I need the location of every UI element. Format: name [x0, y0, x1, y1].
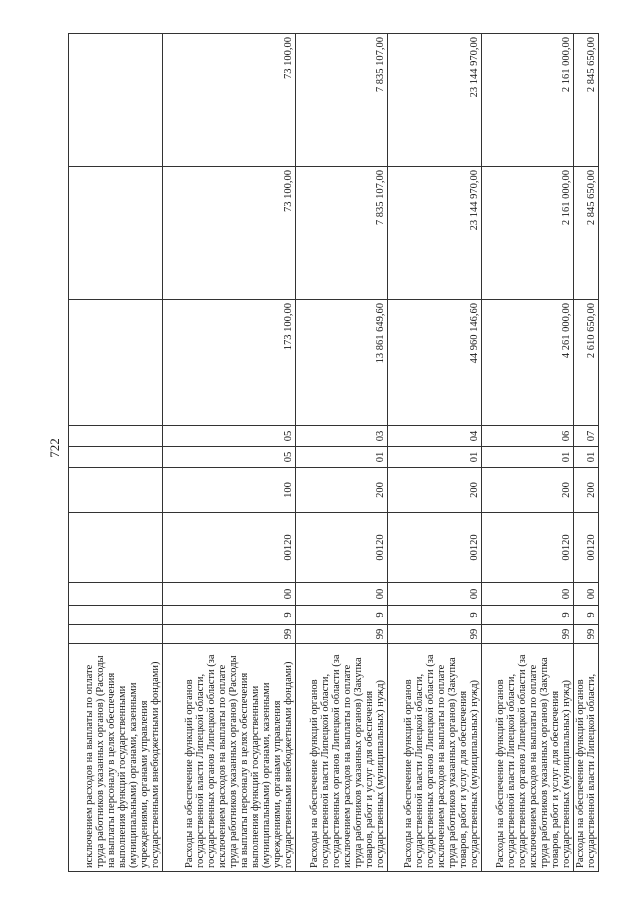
- amount-3: 73 100,00: [163, 34, 296, 167]
- code-expense-type: 200: [482, 468, 574, 513]
- code-section: 01: [574, 447, 599, 468]
- amount-2: [69, 167, 163, 300]
- code-event: 00: [163, 583, 296, 606]
- row-description: Расходы на обеспечение функций органов государственной власти Липецкой области, государственных органов Липецкой области (за исключением расходов на выплаты по оплате труда работников указанных органов) (Закупка товаров, работ и услуг для обеспечения государственных (муниципальных) нужд): [388, 644, 482, 872]
- code-program: 99: [296, 625, 388, 644]
- table-row: [482, 34, 574, 872]
- code-direction: 00120: [163, 513, 296, 583]
- row-description: Расходы на обеспечение функций органов государственной власти Липецкой области,: [574, 644, 599, 872]
- code-direction: 00120: [296, 513, 388, 583]
- row-description: Расходы на обеспечение функций органов государственной власти Липецкой области, государственных органов Липецкой области (за исключением расходов на выплаты по оплате труда работников указанных органов) (Закупка товаров, работ и услуг для обеспечения государственных (муниципальных) нужд): [482, 644, 574, 872]
- table-row: [163, 34, 296, 872]
- code-event: 00: [388, 583, 482, 606]
- amount-3: 23 144 970,00: [388, 34, 482, 167]
- code-event: [69, 583, 163, 606]
- code-subprogram: 9: [388, 606, 482, 625]
- code-direction: 00120: [482, 513, 574, 583]
- code-program: 99: [388, 625, 482, 644]
- code-subprogram: [69, 606, 163, 625]
- code-program: 99: [163, 625, 296, 644]
- code-section: 01: [296, 447, 388, 468]
- code-section: 05: [163, 447, 296, 468]
- row-description: Расходы на обеспечение функций органов государственной власти Липецкой области, государственных органов Липецкой области (за исключением расходов на выплаты по оплате труда работников указанных органов) (Закупка товаров, работ и услуг для обеспечения государственных (муниципальных) нужд): [296, 644, 388, 872]
- code-expense-type: [69, 468, 163, 513]
- amount-1: 4 261 000,00: [482, 300, 574, 426]
- code-subprogram: 9: [574, 606, 599, 625]
- code-subsection: 03: [296, 426, 388, 447]
- code-subsection: 04: [388, 426, 482, 447]
- table-row: [574, 34, 599, 872]
- amount-2: 2 161 000,00: [482, 167, 574, 300]
- amount-2: 23 144 970,00: [388, 167, 482, 300]
- code-subsection: 07: [574, 426, 599, 447]
- amount-1: 2 610 650,00: [574, 300, 599, 426]
- amount-2: 73 100,00: [163, 167, 296, 300]
- code-subsection: 05: [163, 426, 296, 447]
- code-expense-type: 200: [296, 468, 388, 513]
- amount-2: 2 845 650,00: [574, 167, 599, 300]
- code-direction: 00120: [574, 513, 599, 583]
- code-section: 01: [388, 447, 482, 468]
- amount-3: 2 845 650,00: [574, 34, 599, 167]
- amount-3: 7 835 107,00: [296, 34, 388, 167]
- code-section: 01: [482, 447, 574, 468]
- row-description: Расходы на обеспечение функций органов государственной власти Липецкой области, государственных органов Липецкой области (за исключением расходов на выплаты по оплате труда работников указанных органов) (Расходы на выплаты персоналу в целях обеспечения выполнения функций государственными (муниципальными) органами, казенными учреждениями, органами управления государственными внебюджетными фондами): [163, 644, 296, 872]
- amount-2: 7 835 107,00: [296, 167, 388, 300]
- code-expense-type: 200: [388, 468, 482, 513]
- amount-3: 2 161 000,00: [482, 34, 574, 167]
- code-event: 00: [296, 583, 388, 606]
- code-direction: 00120: [388, 513, 482, 583]
- table-row: [388, 34, 482, 872]
- rotated-content: [68, 34, 597, 872]
- code-event: 00: [482, 583, 574, 606]
- code-event: 00: [574, 583, 599, 606]
- code-program: 99: [482, 625, 574, 644]
- code-subprogram: 9: [163, 606, 296, 625]
- code-subsection: [69, 426, 163, 447]
- table-row: [69, 34, 163, 872]
- rotated-page-area: [68, 34, 597, 872]
- code-subprogram: 9: [482, 606, 574, 625]
- row-description: исключением расходов на выплаты по оплате труда работников указанных органов) (Расходы на выплаты персоналу в целях обеспечения выполнения функций государственными (муниципальными) органами, казенными учреждениями, органами управления государственными внебюджетными фондами): [69, 644, 163, 872]
- page-number: 722: [47, 438, 62, 458]
- code-program: [69, 625, 163, 644]
- code-subsection: 06: [482, 426, 574, 447]
- amount-1: 13 861 649,60: [296, 300, 388, 426]
- amount-3: [69, 34, 163, 167]
- code-expense-type: 200: [574, 468, 599, 513]
- code-program: 99: [574, 625, 599, 644]
- amount-1: 44 960 146,60: [388, 300, 482, 426]
- amount-1: 173 100,00: [163, 300, 296, 426]
- amount-1: [69, 300, 163, 426]
- table-row: [296, 34, 388, 872]
- code-subprogram: 9: [296, 606, 388, 625]
- code-direction: [69, 513, 163, 583]
- budget-table: [68, 33, 599, 872]
- code-section: [69, 447, 163, 468]
- code-expense-type: 100: [163, 468, 296, 513]
